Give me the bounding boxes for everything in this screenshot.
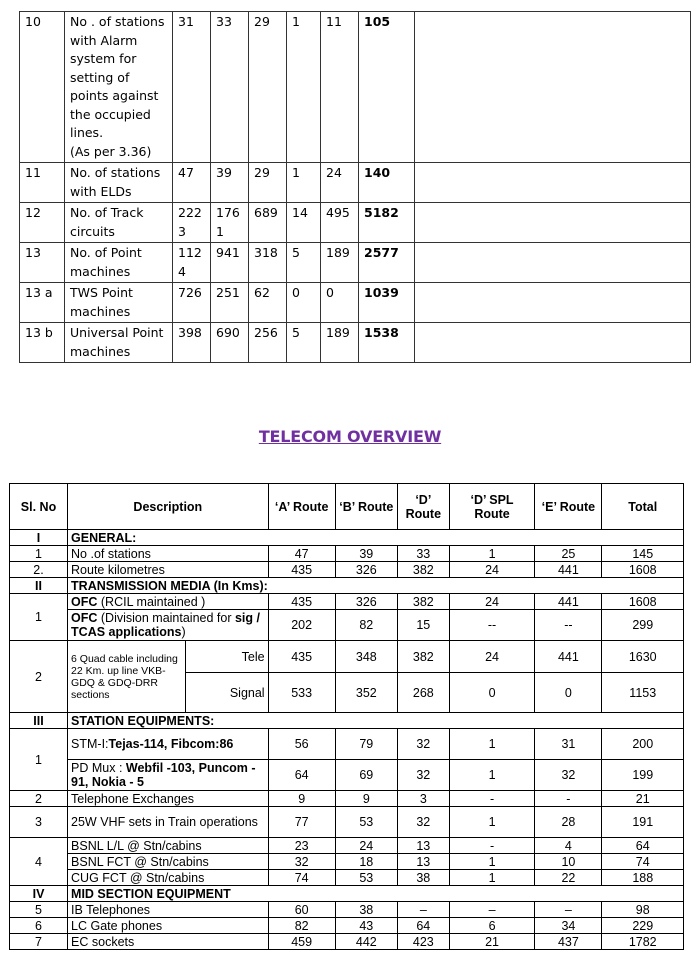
- cell-value: 437: [535, 934, 602, 950]
- cell-value: 1: [449, 760, 535, 791]
- cell-value: 82: [335, 610, 397, 641]
- row-description: No .of stations: [68, 546, 269, 562]
- cell-value: 251: [211, 283, 249, 323]
- table-row: [10, 854, 684, 870]
- cell-value: 1: [287, 12, 321, 163]
- cell-value: 689: [249, 203, 287, 243]
- cell-value: 398: [173, 323, 211, 363]
- row-description: OFC (RCIL maintained ): [68, 594, 269, 610]
- cell-value: 39: [211, 163, 249, 203]
- blank-cell: [415, 323, 691, 363]
- cell-value: 24: [449, 641, 535, 673]
- cell-value: 32: [397, 807, 449, 838]
- table-row: [10, 610, 684, 641]
- cell-value: 25: [535, 546, 602, 562]
- cell-value: 32: [397, 760, 449, 791]
- cell-value: 5: [287, 323, 321, 363]
- cell-value: 256: [249, 323, 287, 363]
- cell-value: 229: [602, 918, 684, 934]
- cell-value: 2223: [173, 203, 211, 243]
- section-number: II: [10, 578, 68, 594]
- table-row: [10, 562, 684, 578]
- row-sl: 1: [10, 729, 68, 791]
- row-description: No . of stations with Alarm system for setting of points against the occupied lines. (As per 3.36): [65, 12, 173, 163]
- cell-value: 0: [535, 673, 602, 713]
- cell-value: 495: [321, 203, 359, 243]
- row-total: 1039: [359, 283, 415, 323]
- table-row: [10, 791, 684, 807]
- table-row: [20, 323, 691, 363]
- cell-value: 435: [268, 594, 335, 610]
- row-sl: 2.: [10, 562, 68, 578]
- row-total: 5182: [359, 203, 415, 243]
- cell-value: 24: [449, 562, 535, 578]
- table-row: [10, 807, 684, 838]
- cell-value: 299: [602, 610, 684, 641]
- cell-value: 1761: [211, 203, 249, 243]
- row-description: LC Gate phones: [68, 918, 269, 934]
- cell-value: 29: [249, 12, 287, 163]
- telecom-overview-title: TELECOM OVERVIEW: [258, 427, 442, 446]
- section-label: TRANSMISSION MEDIA (In Kms):: [68, 578, 684, 594]
- cell-value: 145: [602, 546, 684, 562]
- cell-value: 435: [268, 562, 335, 578]
- blank-cell: [415, 243, 691, 283]
- cell-value: 47: [173, 163, 211, 203]
- cell-value: 382: [397, 641, 449, 673]
- sub-label: Signal: [186, 673, 268, 713]
- signalling-table: [19, 11, 691, 363]
- row-total: 2577: [359, 243, 415, 283]
- cell-value: 199: [602, 760, 684, 791]
- section-label: STATION EQUIPMENTS:: [68, 713, 684, 729]
- cell-value: 690: [211, 323, 249, 363]
- cell-value: 268: [397, 673, 449, 713]
- cell-value: 6: [449, 918, 535, 934]
- section-row: [10, 530, 684, 546]
- cell-value: 32: [397, 729, 449, 760]
- table-row: [20, 163, 691, 203]
- cell-value: 3: [397, 791, 449, 807]
- table-row: [20, 203, 691, 243]
- row-description: Universal Point machines: [65, 323, 173, 363]
- cell-value: 941: [211, 243, 249, 283]
- cell-value: 1608: [602, 594, 684, 610]
- cell-value: 1: [449, 854, 535, 870]
- section-label: MID SECTION EQUIPMENT: [68, 886, 684, 902]
- table-row: [10, 729, 684, 760]
- cell-value: 441: [535, 562, 602, 578]
- cell-value: 0: [449, 673, 535, 713]
- cell-value: 1: [449, 807, 535, 838]
- cell-value: 1782: [602, 934, 684, 950]
- row-description: OFC (Division maintained for sig / TCAS applications): [68, 610, 269, 641]
- cell-value: 82: [268, 918, 335, 934]
- cell-value: 4: [535, 838, 602, 854]
- cell-value: 64: [397, 918, 449, 934]
- cell-value: –: [397, 902, 449, 918]
- cell-value: 10: [535, 854, 602, 870]
- cell-value: --: [449, 610, 535, 641]
- table-row: [20, 283, 691, 323]
- row-description: IB Telephones: [68, 902, 269, 918]
- table-row: [20, 12, 691, 163]
- row-sl: 10: [20, 12, 65, 163]
- cell-value: 189: [321, 243, 359, 283]
- row-description: EC sockets: [68, 934, 269, 950]
- cell-value: 13: [397, 854, 449, 870]
- cell-value: 191: [602, 807, 684, 838]
- cell-value: 5: [287, 243, 321, 283]
- cell-value: 33: [211, 12, 249, 163]
- cell-value: 1: [449, 546, 535, 562]
- cell-value: 24: [321, 163, 359, 203]
- cell-value: 47: [268, 546, 335, 562]
- row-sl: 1: [10, 546, 68, 562]
- cell-value: 33: [397, 546, 449, 562]
- cell-value: –: [449, 902, 535, 918]
- cell-value: 326: [335, 562, 397, 578]
- header-a-route: ‘A’ Route: [268, 484, 335, 530]
- header-d-spl-route: ‘D’ SPL Route: [449, 484, 535, 530]
- cell-value: 62: [249, 283, 287, 323]
- cell-value: 29: [249, 163, 287, 203]
- row-description: No. of stations with ELDs: [65, 163, 173, 203]
- section-label: GENERAL:: [68, 530, 684, 546]
- section-row: [10, 578, 684, 594]
- row-sl: 2: [10, 791, 68, 807]
- row-description: CUG FCT @ Stn/cabins: [68, 870, 269, 886]
- cell-value: -: [449, 838, 535, 854]
- cell-value: 43: [335, 918, 397, 934]
- cell-value: 459: [268, 934, 335, 950]
- header-e-route: ‘E’ Route: [535, 484, 602, 530]
- cell-value: 423: [397, 934, 449, 950]
- row-description: STM-I:Tejas-114, Fibcom:86: [68, 729, 269, 760]
- header-d-route: ‘D’ Route: [397, 484, 449, 530]
- cell-value: 9: [268, 791, 335, 807]
- cell-value: 98: [602, 902, 684, 918]
- table-row: [10, 934, 684, 950]
- row-description: No. of Point machines: [65, 243, 173, 283]
- row-description: Route kilometres: [68, 562, 269, 578]
- section-number: IV: [10, 886, 68, 902]
- cell-value: 39: [335, 546, 397, 562]
- cell-value: 13: [397, 838, 449, 854]
- table-row: [20, 243, 691, 283]
- row-sl: 6: [10, 918, 68, 934]
- row-description: Telephone Exchanges: [68, 791, 269, 807]
- row-sl: 13: [20, 243, 65, 283]
- header-b-route: ‘B’ Route: [335, 484, 397, 530]
- cell-value: 442: [335, 934, 397, 950]
- cell-value: 382: [397, 594, 449, 610]
- section-number: III: [10, 713, 68, 729]
- cell-value: 318: [249, 243, 287, 283]
- cell-value: 352: [335, 673, 397, 713]
- cell-value: 74: [268, 870, 335, 886]
- row-sl: 13 b: [20, 323, 65, 363]
- row-sl: 3: [10, 807, 68, 838]
- row-description: No. of Track circuits: [65, 203, 173, 243]
- row-sl: 5: [10, 902, 68, 918]
- cell-value: 0: [287, 283, 321, 323]
- row-description: 6 Quad cable including 22 Km. up line VKB-GDQ & GDQ-DRR sections: [68, 641, 186, 713]
- cell-value: 1: [287, 163, 321, 203]
- cell-value: 435: [268, 641, 335, 673]
- cell-value: 1608: [602, 562, 684, 578]
- table-row: [10, 760, 684, 791]
- cell-value: 14: [287, 203, 321, 243]
- cell-value: 0: [321, 283, 359, 323]
- blank-cell: [415, 163, 691, 203]
- cell-value: 188: [602, 870, 684, 886]
- cell-value: 28: [535, 807, 602, 838]
- cell-value: -: [535, 791, 602, 807]
- cell-value: 64: [268, 760, 335, 791]
- cell-value: 32: [268, 854, 335, 870]
- table-row: [10, 594, 684, 610]
- cell-value: 21: [602, 791, 684, 807]
- row-total: 140: [359, 163, 415, 203]
- cell-value: 60: [268, 902, 335, 918]
- cell-value: 1: [449, 870, 535, 886]
- cell-value: 18: [335, 854, 397, 870]
- cell-value: 348: [335, 641, 397, 673]
- row-sl: 11: [20, 163, 65, 203]
- row-description: BSNL L/L @ Stn/cabins: [68, 838, 269, 854]
- row-total: 105: [359, 12, 415, 163]
- cell-value: 326: [335, 594, 397, 610]
- row-sl: 1: [10, 594, 68, 641]
- row-sl: 12: [20, 203, 65, 243]
- blank-cell: [415, 12, 691, 163]
- cell-value: 1: [449, 729, 535, 760]
- cell-value: 32: [535, 760, 602, 791]
- cell-value: 24: [335, 838, 397, 854]
- table-row: [10, 546, 684, 562]
- row-total: 1538: [359, 323, 415, 363]
- cell-value: 21: [449, 934, 535, 950]
- section-row: [10, 886, 684, 902]
- header-description: Description: [68, 484, 269, 530]
- table-row: [10, 902, 684, 918]
- cell-value: --: [535, 610, 602, 641]
- row-sl: 2: [10, 641, 68, 713]
- cell-value: 23: [268, 838, 335, 854]
- cell-value: 189: [321, 323, 359, 363]
- row-description: TWS Point machines: [65, 283, 173, 323]
- cell-value: 74: [602, 854, 684, 870]
- cell-value: 56: [268, 729, 335, 760]
- cell-value: 24: [449, 594, 535, 610]
- cell-value: 726: [173, 283, 211, 323]
- header-row: [10, 484, 684, 530]
- cell-value: 69: [335, 760, 397, 791]
- table-row: [10, 918, 684, 934]
- table-row: [10, 870, 684, 886]
- telecom-table: [9, 483, 684, 950]
- cell-value: 79: [335, 729, 397, 760]
- cell-value: 53: [335, 807, 397, 838]
- table-row: [10, 641, 684, 673]
- cell-value: 11: [321, 12, 359, 163]
- row-sl: 13 a: [20, 283, 65, 323]
- section-number: I: [10, 530, 68, 546]
- cell-value: 441: [535, 641, 602, 673]
- cell-value: 38: [397, 870, 449, 886]
- cell-value: 31: [173, 12, 211, 163]
- cell-value: 22: [535, 870, 602, 886]
- cell-value: 1153: [602, 673, 684, 713]
- cell-value: 1124: [173, 243, 211, 283]
- section-row: [10, 713, 684, 729]
- cell-value: 202: [268, 610, 335, 641]
- header-sl: Sl. No: [10, 484, 68, 530]
- row-description: 25W VHF sets in Train operations: [68, 807, 269, 838]
- cell-value: 15: [397, 610, 449, 641]
- table-row: [10, 838, 684, 854]
- sub-label: Tele: [186, 641, 268, 673]
- cell-value: 64: [602, 838, 684, 854]
- cell-value: 77: [268, 807, 335, 838]
- cell-value: 1630: [602, 641, 684, 673]
- cell-value: 382: [397, 562, 449, 578]
- cell-value: 38: [335, 902, 397, 918]
- row-description: BSNL FCT @ Stn/cabins: [68, 854, 269, 870]
- cell-value: 31: [535, 729, 602, 760]
- header-total: Total: [602, 484, 684, 530]
- row-sl: 4: [10, 838, 68, 886]
- cell-value: 34: [535, 918, 602, 934]
- cell-value: -: [449, 791, 535, 807]
- row-sl: 7: [10, 934, 68, 950]
- row-description: PD Mux : Webfil -103, Puncom - 91, Nokia - 5: [68, 760, 269, 791]
- blank-cell: [415, 203, 691, 243]
- cell-value: 533: [268, 673, 335, 713]
- blank-cell: [415, 283, 691, 323]
- cell-value: –: [535, 902, 602, 918]
- cell-value: 53: [335, 870, 397, 886]
- cell-value: 200: [602, 729, 684, 760]
- cell-value: 441: [535, 594, 602, 610]
- cell-value: 9: [335, 791, 397, 807]
